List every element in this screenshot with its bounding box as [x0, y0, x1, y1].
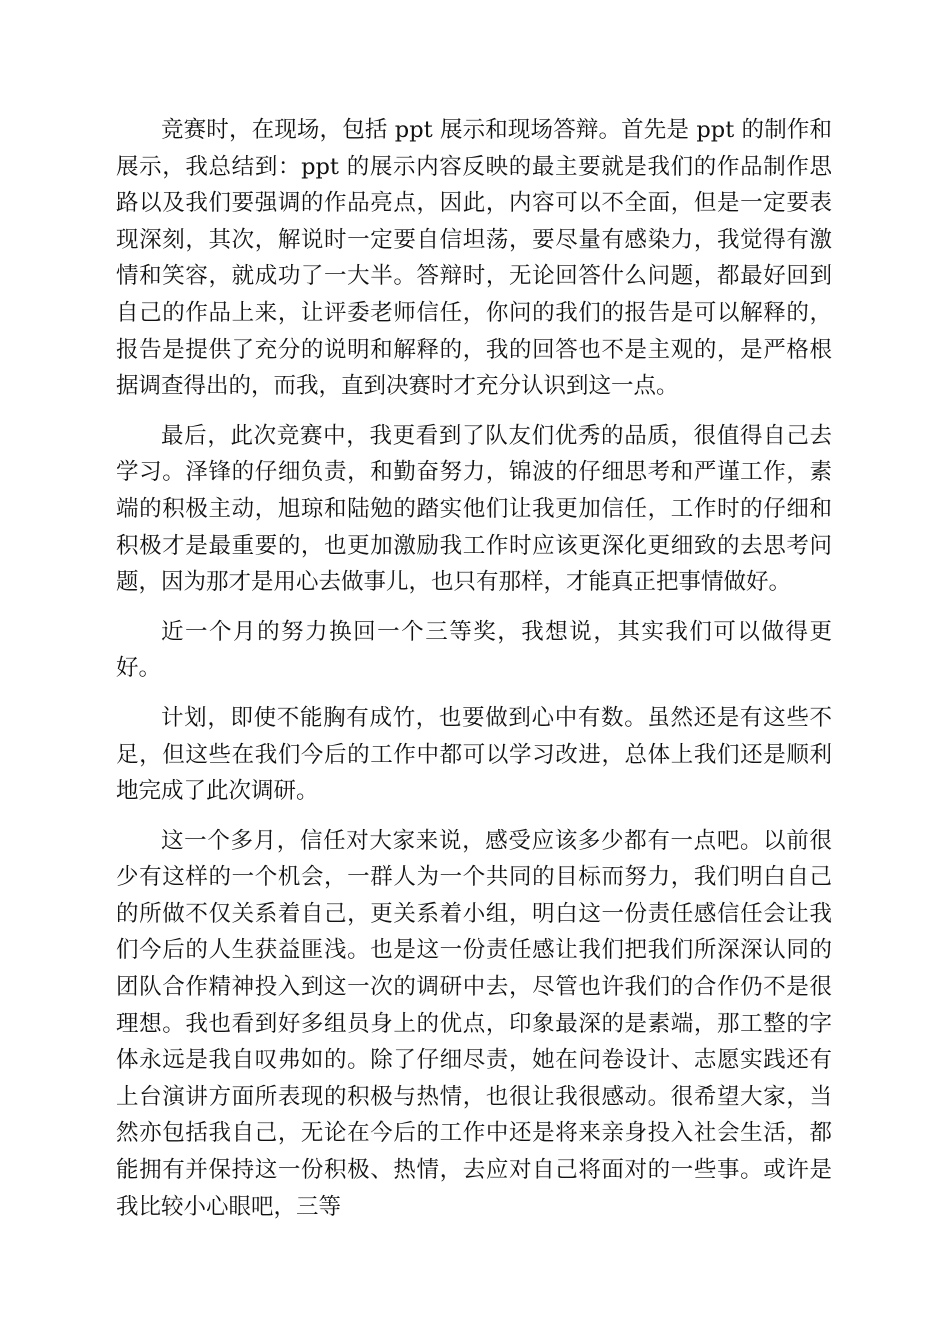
paragraph-planning: 计划，即使不能胸有成竹，也要做到心中有数。虽然还是有这些不足，但这些在我们今后的工作中都可以学习改进，总体上我们还是顺利地完成了此次调研。	[116, 704, 832, 805]
paragraph-teammates-qualities: 最后，此次竞赛中，我更看到了队友们优秀的品质，很值得自己去学习。泽锋的仔细负责，和勤奋努力，锦波的仔细思考和严谨工作，素端的积极主动，旭琼和陆勉的踏实他们让我更加信任，工作时的仔细和积极才是最重要的，也更加激励我工作时应该更深化更细致的去思考问题，因为那才是用心去做事儿，也只有那样，才能真正把事情做好。	[116, 422, 832, 596]
paragraph-third-prize: 近一个月的努力换回一个三等奖，我想说，其实我们可以做得更好。	[116, 618, 832, 682]
document-body	[116, 112, 832, 1238]
paragraph-competition-presentation: 竞赛时，在现场，包括 ppt 展示和现场答辩。首先是 ppt 的制作和展示，我总结到：ppt 的展示内容反映的最主要就是我们的作品制作思路以及我们要强调的作品亮点，因此，内容可以不全面，但是一定要表现深刻，其次，解说时一定要自信坦荡，要尽量有感染力，我觉得有激情和笑容，就成功了一大半。答辩时，无论回答什么问题，都最好回到自己的作品上来，让评委老师信任，你问的我们的报告是可以解释的，报告是提供了充分的说明和解释的，我的回答也不是主观的，是严格根据调查得出的，而我，直到决赛时才充分认识到这一点。	[116, 117, 832, 400]
paragraph-trust-reflection: 这一个多月，信任对大家来说，感受应该多少都有一点吧。以前很少有这样的一个机会，一群人为一个共同的目标而努力，我们明白自己的所做不仅关系着自己，更关系着小组，明白这一份责任感信任会让我们今后的人生获益匪浅。也是这一份责任感让我们把我们所深深认同的团队合作精神投入到这一次的调研中去，尽管也许我们的合作仍不是很理想。我也看到好多组员身上的优点，印象最深的是素端，那工整的字体永远是我自叹弗如的。除了仔细尽责，她在问卷设计、志愿实践还有上台演讲方面所表现的积极与热情，也很让我很感动。很希望大家，当然亦包括我自己，无论在今后的工作中还是将来亲身投入社会生活，都能拥有并保持这一份积极、热情，去应对自己将面对的一些事。或许是我比较小心眼吧，三等	[116, 827, 832, 1220]
